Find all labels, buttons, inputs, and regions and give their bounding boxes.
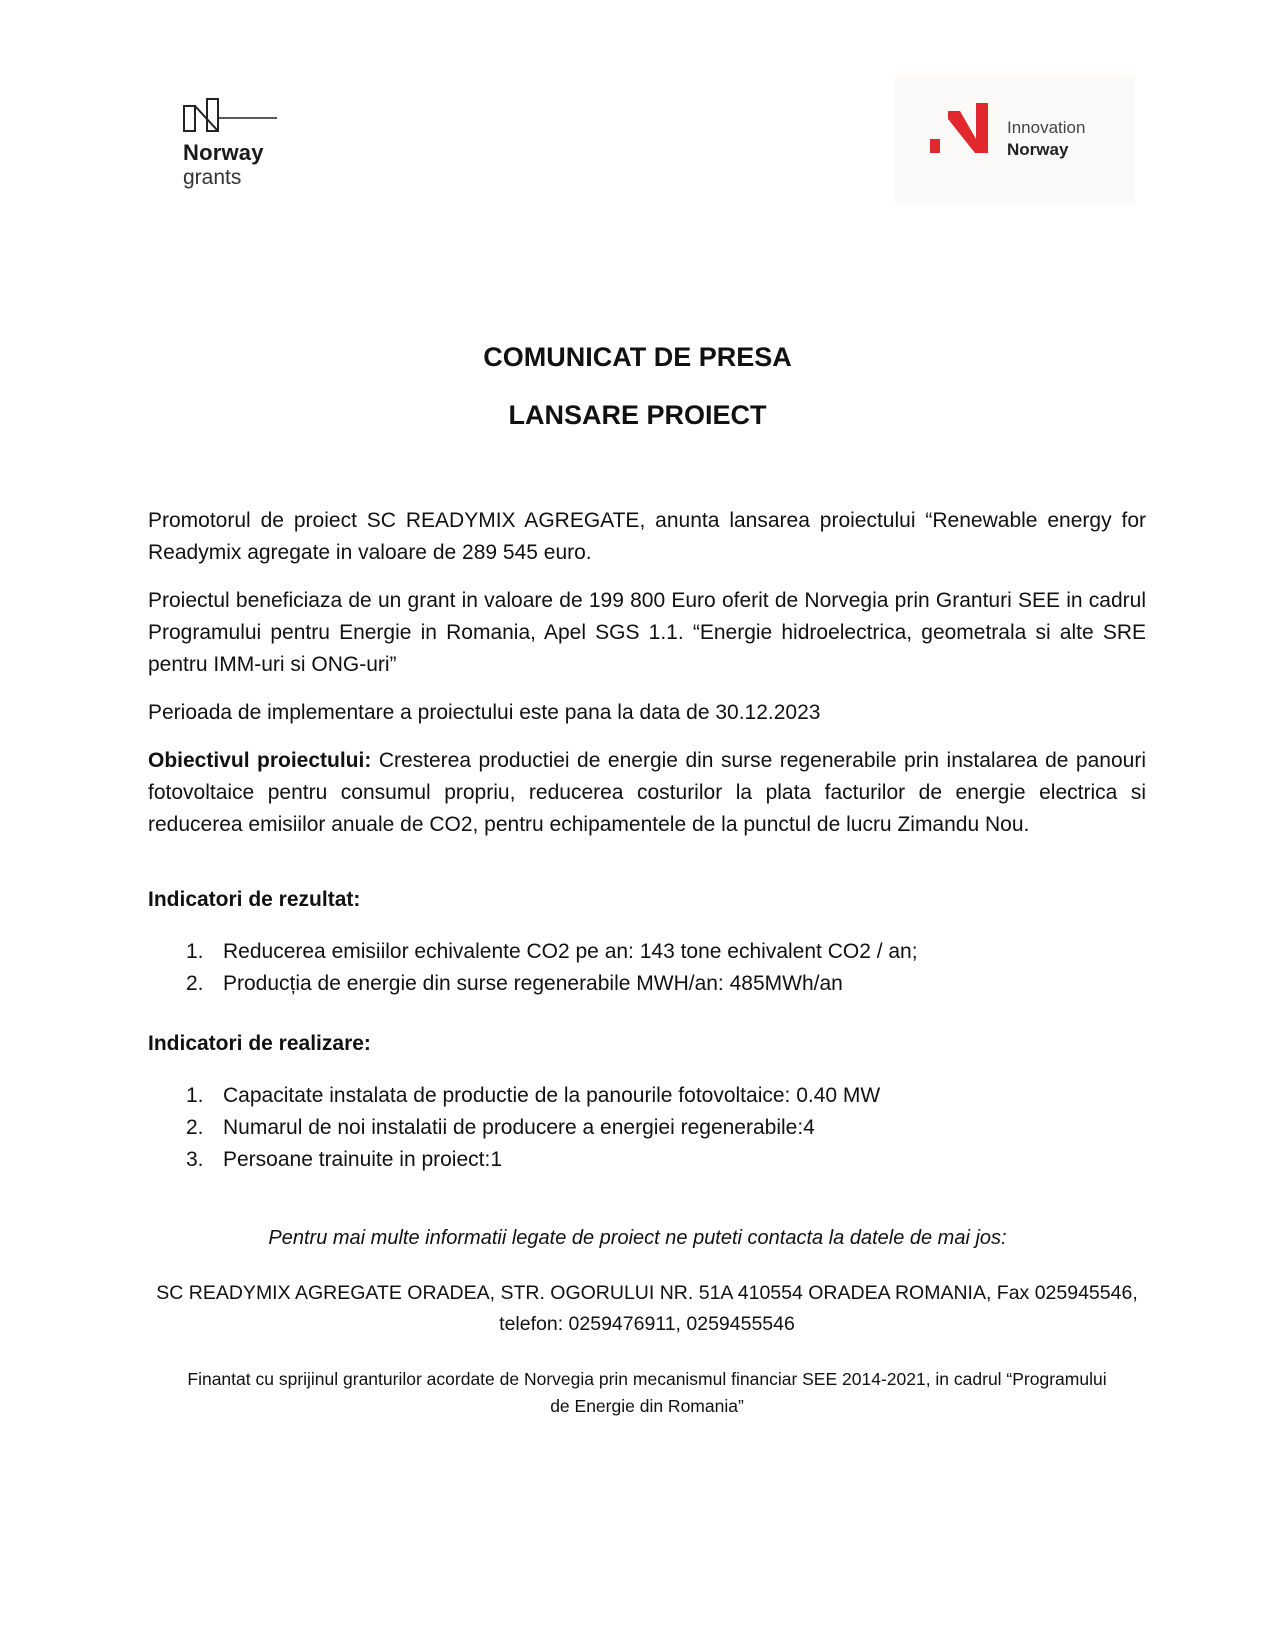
- norway-grants-mark-icon: [183, 98, 278, 134]
- list-item-number: 1.: [186, 940, 204, 963]
- list-item-text: Capacitate instalata de productie de la panourile fotovoltaice: 0.40 MW: [223, 1084, 881, 1107]
- norway-grants-word1: Norway: [183, 140, 264, 165]
- page-title: COMUNICAT DE PRESA: [483, 342, 792, 372]
- contact-phone: telefon: 0259476911, 0259455546: [499, 1313, 795, 1335]
- list-item: [148, 1080, 1146, 1112]
- funding-note: [148, 1366, 1146, 1420]
- list-item-number: 2.: [186, 1116, 204, 1139]
- innovation-norway-mark-icon: [930, 103, 1000, 163]
- result-indicators-list: [148, 936, 1146, 1000]
- norway-grants-word2: grants: [183, 166, 242, 189]
- list-item: [148, 936, 1146, 968]
- objective-label: Obiectivul proiectului:: [148, 749, 372, 772]
- norway-grants-logo: [183, 98, 293, 198]
- objective-paragraph: [148, 745, 1146, 841]
- implementation-period-paragraph: Perioada de implementare a proiectului este pana la data de 30.12.2023: [148, 701, 821, 724]
- innovation-norway-word1: Innovation: [1007, 118, 1086, 137]
- list-item-number: 1.: [186, 1084, 204, 1107]
- list-item-text: Persoane trainuite in proiect:1: [223, 1148, 502, 1171]
- list-item-text: Producția de energie din surse regenerabile MWH/an: 485MWh/an: [223, 972, 843, 995]
- list-item: [148, 1144, 1146, 1176]
- grant-paragraph: Proiectul beneficiaza de un grant in valoare de 199 800 Euro oferit de Norvegia prin Granturi SEE in cadrul Programului pentru Energie in Romania, Apel SGS 1.1. “Energie hidroelectrica, geometrala si alte SRE pentru IMM-uri si ONG-uri”: [148, 589, 1146, 676]
- result-indicators-heading: Indicatori de rezultat:: [148, 888, 361, 911]
- list-item: [148, 1112, 1146, 1144]
- list-item-text: Reducerea emisiilor echivalente CO2 pe an: 143 tone echivalent CO2 / an;: [223, 940, 918, 963]
- page-subtitle: LANSARE PROIECT: [508, 400, 767, 430]
- list-item: [148, 968, 1146, 1000]
- achievement-indicators-list: [148, 1080, 1146, 1176]
- contact-intro: Pentru mai multe informatii legate de proiect ne puteti contacta la datele de mai jos:: [268, 1227, 1007, 1249]
- list-item-number: 2.: [186, 972, 204, 995]
- list-item-text: Numarul de noi instalatii de producere a energiei regenerabile:4: [223, 1116, 815, 1139]
- achievement-indicators-heading: Indicatori de realizare:: [148, 1032, 371, 1055]
- list-item-number: 3.: [186, 1148, 204, 1171]
- funding-line2: de Energie din Romania”: [550, 1396, 744, 1416]
- funding-line1: Finantat cu sprijinul granturilor acordate de Norvegia prin mecanismul financiar SEE 2014-2021, in cadrul “Programului: [187, 1369, 1107, 1389]
- contact-details: [148, 1278, 1146, 1340]
- innovation-norway-word2: Norway: [1007, 140, 1069, 159]
- innovation-norway-logo: [895, 75, 1135, 205]
- contact-address: SC READYMIX AGREGATE ORADEA, STR. OGORULUI NR. 51A 410554 ORADEA ROMANIA, Fax 025945546,: [156, 1282, 1138, 1304]
- objective-text: Cresterea productiei de energie din surse regenerabile prin instalarea de panouri fotovoltaice pentru consumul propriu, reducerea costurilor la plata facturilor de energie electrica si reducerea emisiilor anuale de CO2, pentru echipamentele de la punctul de lucru Zimandu Nou.: [148, 749, 1146, 836]
- intro-paragraph: Promotorul de proiect SC READYMIX AGREGATE, anunta lansarea proiectului “Renewable energy for Readymix agregate in valoare de 289 545 euro.: [148, 509, 1146, 564]
